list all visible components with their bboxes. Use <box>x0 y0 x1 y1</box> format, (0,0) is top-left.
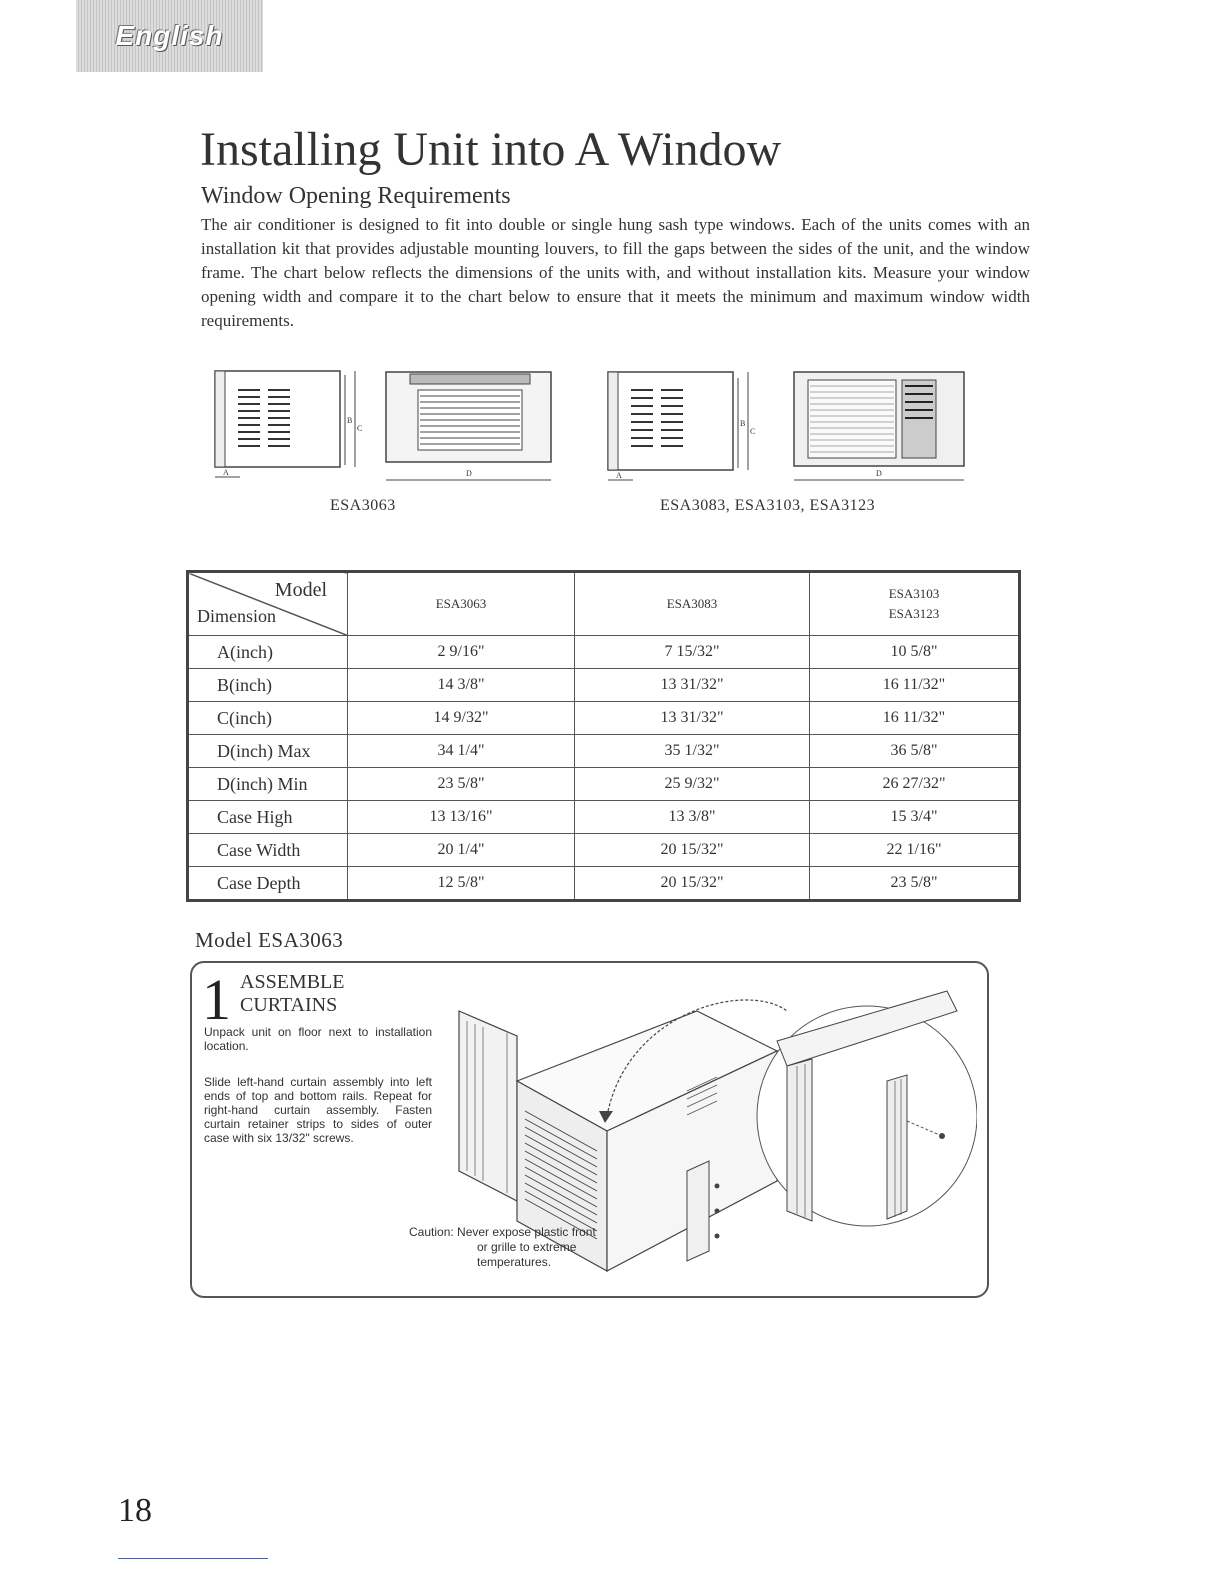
section-title: Window Opening Requirements <box>201 183 511 209</box>
cell-value: 15 3/4" <box>810 801 1020 834</box>
dimensions-table <box>186 570 1021 902</box>
cell-value: 35 1/32" <box>575 735 810 768</box>
footer-rule <box>118 1558 268 1559</box>
corner-model-label: Model <box>274 579 327 601</box>
table-row <box>188 702 1020 735</box>
table-row <box>188 834 1020 867</box>
cell-value: 23 5/8" <box>810 867 1020 901</box>
cell-value: 13 31/32" <box>575 702 810 735</box>
row-label: Case High <box>188 801 348 834</box>
cell-value: 36 5/8" <box>810 735 1020 768</box>
table-row <box>188 801 1020 834</box>
caption-esa3063: ESA3063 <box>330 497 396 514</box>
table-row <box>188 735 1020 768</box>
cell-value: 25 9/32" <box>575 768 810 801</box>
esa3083-side-diagram <box>598 368 758 488</box>
column-header-esa3083: ESA3083 <box>575 572 810 636</box>
cell-value: 20 15/32" <box>575 867 810 901</box>
esa3063-front-diagram <box>380 368 560 488</box>
row-label: Case Width <box>188 834 348 867</box>
esa3083-front-diagram <box>790 368 970 488</box>
cell-value: 12 5/8" <box>348 867 575 901</box>
row-label: Case Depth <box>188 867 348 901</box>
cell-value: 23 5/8" <box>348 768 575 801</box>
cell-value: 14 9/32" <box>348 702 575 735</box>
esa3063-side-diagram <box>205 365 365 485</box>
cell-value: 13 31/32" <box>575 669 810 702</box>
cell-value: 13 13/16" <box>348 801 575 834</box>
svg-text:A: A <box>616 471 622 480</box>
corner-dimension-label: Dimension <box>197 606 276 626</box>
svg-text:D: D <box>876 469 882 478</box>
step-1-box <box>190 961 989 1298</box>
svg-text:B: B <box>347 416 353 425</box>
step-title: ASSEMBLE CURTAINS <box>240 971 345 1016</box>
caution-note: Caution: Never expose plastic front or grille to extreme temperatures. <box>409 1225 596 1269</box>
intro-paragraph: The air conditioner is designed to fit into double or single hung sash type windows. Each of the units comes with an installation kit that provides adjustable mounting louvers, to fill the gaps between the sides of the unit, and the window frame. The chart below reflects the dimensions of the units with, and without installation kits. Measure your window opening width and compare it to the chart below to ensure that it meets the minimum and maximum window width requirements. <box>201 215 1030 330</box>
cell-value: 14 3/8" <box>348 669 575 702</box>
language-tab <box>76 0 263 72</box>
caption-esa3083-group: ESA3083, ESA3103, ESA3123 <box>660 497 876 514</box>
svg-text:D: D <box>466 469 472 478</box>
column-header-esa3103-esa3123: ESA3103 ESA3123 <box>810 572 1020 636</box>
cell-value: 16 11/32" <box>810 702 1020 735</box>
cell-value: 13 3/8" <box>575 801 810 834</box>
model-heading: Model ESA3063 <box>195 928 344 952</box>
cell-value: 26 27/32" <box>810 768 1020 801</box>
row-label: B(inch) <box>188 669 348 702</box>
row-label: D(inch) Max <box>188 735 348 768</box>
svg-text:A: A <box>223 468 229 477</box>
column-header-esa3063: ESA3063 <box>348 572 575 636</box>
row-label: D(inch) Min <box>188 768 348 801</box>
page-title: Installing Unit into A Window <box>200 123 782 176</box>
cell-value: 20 15/32" <box>575 834 810 867</box>
row-label: A(inch) <box>188 636 348 669</box>
cell-value: 7 15/32" <box>575 636 810 669</box>
table-row <box>188 636 1020 669</box>
table-row <box>188 768 1020 801</box>
step-instruction-2: Slide left-hand curtain assembly into left ends of top and bottom rails. Repeat for right-hand curtain assembly. Fasten curtain retainer strips to sides of outer case with six 13/32" screws. <box>204 1075 432 1145</box>
cell-value: 2 9/16" <box>348 636 575 669</box>
svg-text:B: B <box>740 419 746 428</box>
svg-text:C: C <box>357 424 363 433</box>
cell-value: 22 1/16" <box>810 834 1020 867</box>
step-instruction-1: Unpack unit on floor next to installation location. <box>204 1025 432 1053</box>
cell-value: 16 11/32" <box>810 669 1020 702</box>
cell-value: 20 1/4" <box>348 834 575 867</box>
cell-value: 34 1/4" <box>348 735 575 768</box>
svg-text:C: C <box>750 427 756 436</box>
table-corner-cell <box>188 572 348 636</box>
table-row <box>188 867 1020 901</box>
cell-value: 10 5/8" <box>810 636 1020 669</box>
step-number: 1 <box>202 967 231 1032</box>
table-row <box>188 669 1020 702</box>
table-header-row <box>188 572 1020 636</box>
language-label: English <box>115 20 224 51</box>
row-label: C(inch) <box>188 702 348 735</box>
page-number: 18 <box>118 1492 152 1529</box>
